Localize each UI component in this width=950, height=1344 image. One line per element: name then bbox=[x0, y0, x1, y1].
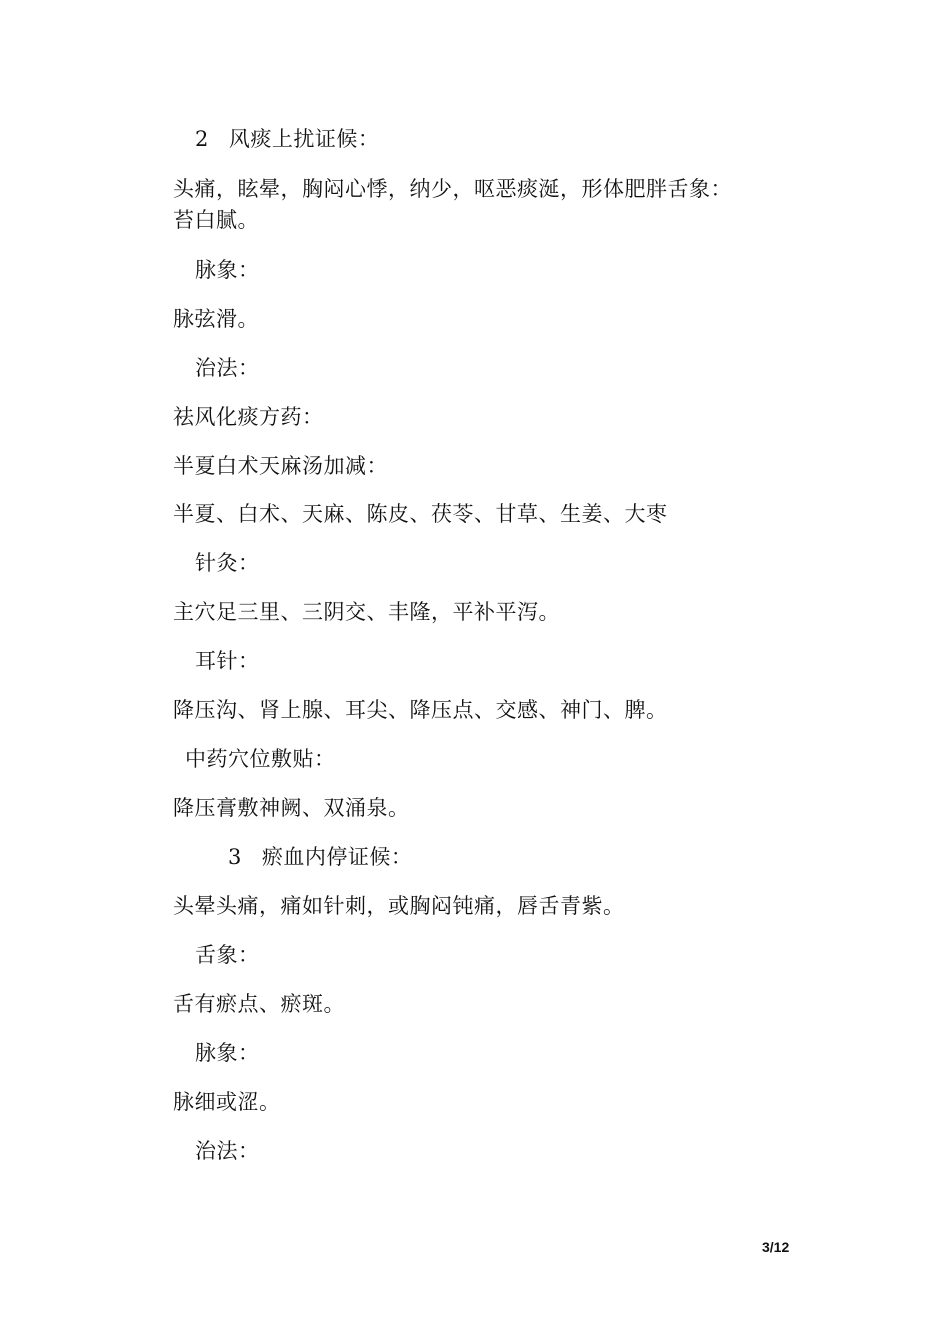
subheading-treatment: 治法： bbox=[195, 356, 260, 380]
paragraph-line: 苔白腻。 bbox=[173, 208, 259, 232]
subheading-pulse: 脉象： bbox=[195, 1041, 260, 1065]
paragraph-line: 祛风化痰方药： bbox=[173, 405, 324, 429]
paragraph-line: 主穴足三里、三阴交、丰隆，平补平泻。 bbox=[173, 600, 560, 624]
section-number: 2 bbox=[195, 127, 209, 151]
section-number: 3 bbox=[228, 845, 242, 869]
section-heading-3 bbox=[228, 845, 412, 869]
section-heading-2 bbox=[195, 127, 379, 151]
subheading-herbal-patch: 中药穴位敷贴： bbox=[185, 747, 336, 771]
paragraph-line: 半夏、白术、天麻、陈皮、茯苓、甘草、生姜、大枣 bbox=[173, 502, 668, 526]
paragraph-line: 舌有瘀点、瘀斑。 bbox=[173, 992, 345, 1016]
subheading-ear-acupuncture: 耳针： bbox=[195, 649, 260, 673]
subheading-acupuncture: 针灸： bbox=[195, 551, 260, 575]
paragraph-line: 脉弦滑。 bbox=[173, 307, 259, 331]
section-title: 风痰上扰证候： bbox=[228, 127, 380, 151]
subheading-tongue: 舌象： bbox=[195, 943, 260, 967]
subheading-treatment: 治法： bbox=[195, 1139, 260, 1163]
paragraph-line: 脉细或涩。 bbox=[173, 1090, 281, 1114]
section-title: 瘀血内停证候： bbox=[261, 845, 413, 869]
page-number: 3/12 bbox=[762, 1239, 790, 1255]
paragraph-line: 降压沟、肾上腺、耳尖、降压点、交感、神门、脾。 bbox=[173, 698, 668, 722]
subheading-pulse: 脉象： bbox=[195, 258, 260, 282]
paragraph-line: 半夏白术天麻汤加减： bbox=[173, 454, 388, 478]
paragraph-line: 头晕头痛，痛如针刺，或胸闷钝痛，唇舌青紫。 bbox=[173, 894, 625, 918]
paragraph-line: 降压膏敷神阙、双涌泉。 bbox=[173, 796, 410, 820]
paragraph-line: 头痛，眩晕，胸闷心悸，纳少，呕恶痰涎，形体肥胖舌象： bbox=[173, 177, 732, 201]
